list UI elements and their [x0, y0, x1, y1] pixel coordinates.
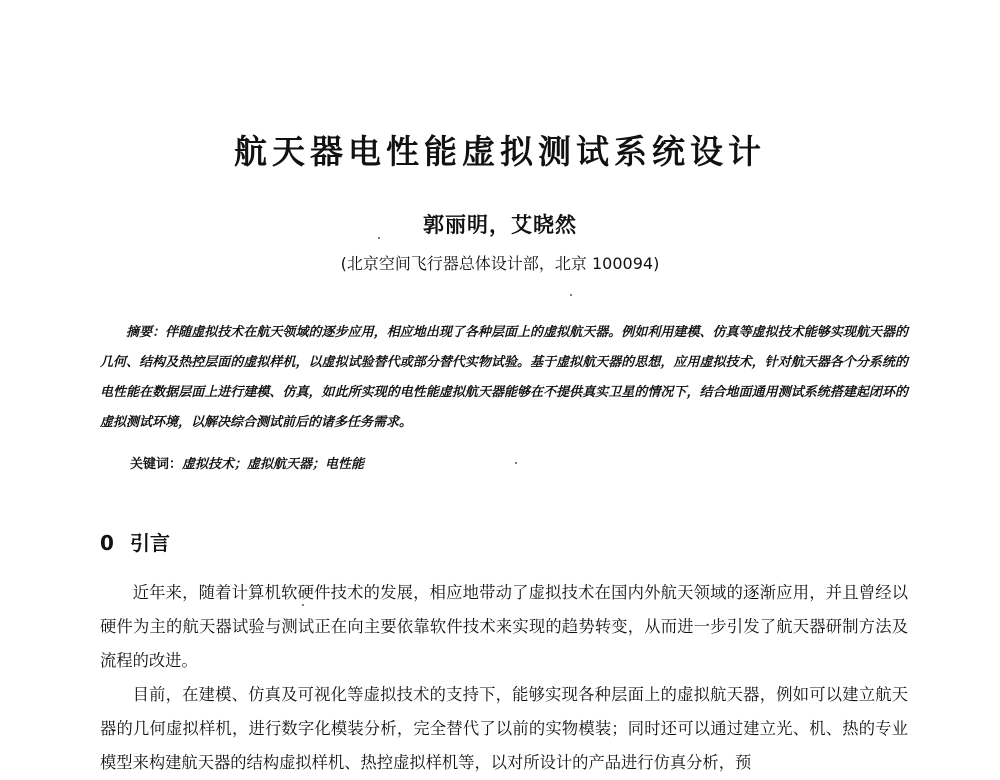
scan-speck: [570, 294, 572, 296]
section-heading: [100, 528, 170, 558]
abstract-label: 摘要：: [126, 325, 166, 340]
author-affiliation: (北京空间飞行器总体设计部，北京 100094): [340, 254, 660, 273]
author-list: 郭丽明，艾晓然: [423, 212, 577, 237]
abstract-block: [100, 318, 908, 438]
body-text: [100, 576, 908, 780]
abstract-text: 伴随虚拟技术在航天领域的逐步应用，相应地出现了各种层面上的虚拟航天器。例如利用建模、仿真等虚拟技术能够实现航天器的几何、结构及热控层面的虚拟样机，以虚拟试验替代或部分替代实物试验。基于虚拟航天器的思想，应用虚拟技术，针对航天器各个分系统的电性能在数据层面上进行建模、仿真，如此所实现的电性能虚拟航天器能够在不提供真实卫星的情况下，结合地面通用测试系统搭建起闭环的虚拟测试环境，以解决综合测试前后的诸多任务需求。: [100, 325, 908, 430]
paragraph: 近年来，随着计算机软硬件技术的发展，相应地带动了虚拟技术在国内外航天领域的逐渐应用，并且曾经以硬件为主的航天器试验与测试正在向主要依靠软件技术来实现的趋势转变，从而进一步引发了航天器研制方法及流程的改进。: [100, 583, 908, 670]
paper-title: 航天器电性能虚拟测试系统设计: [234, 132, 766, 171]
scan-speck: [302, 604, 304, 606]
section-title: 引言: [130, 531, 170, 555]
keywords-text: 虚拟技术；虚拟航天器；电性能: [182, 457, 365, 472]
paragraph: 目前，在建模、仿真及可视化等虚拟技术的支持下，能够实现各种层面上的虚拟航天器，例如可以建立航天器的几何虚拟样机，进行数字化模装分析，完全替代了以前的实物模装；同时还可以通过建立光、机、热的专业模型来构建航天器的结构虚拟样机、热控虚拟样机等，以对所设计的产品进行仿真分析，预: [100, 685, 908, 772]
keywords-block: [130, 452, 910, 478]
scan-speck: [378, 237, 380, 239]
keywords-label: 关键词：: [130, 457, 183, 472]
section-number: 0: [100, 531, 114, 555]
scan-speck: [515, 462, 517, 464]
